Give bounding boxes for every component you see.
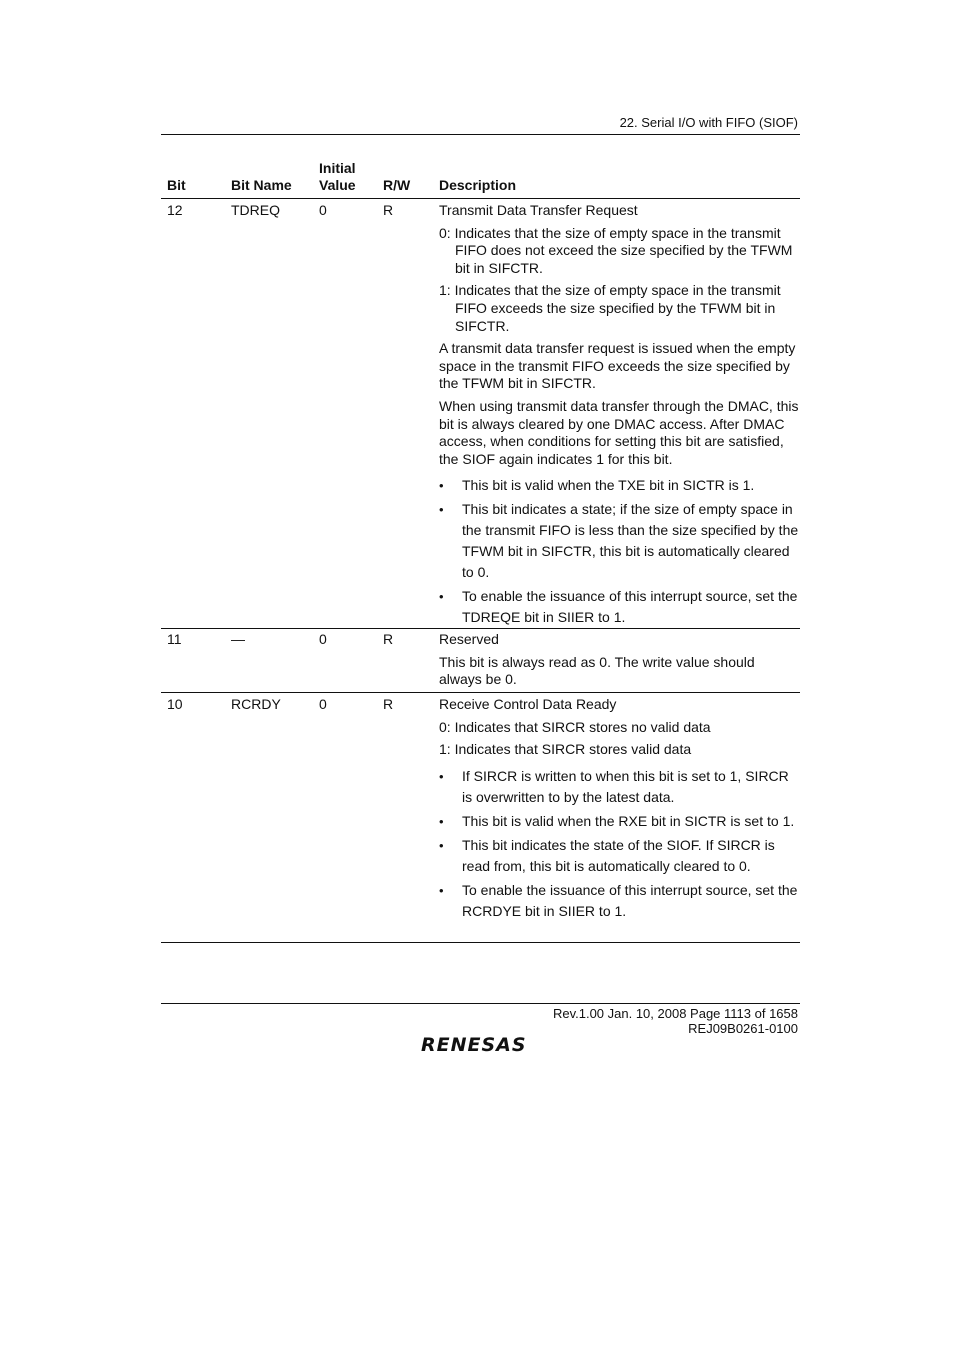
description-notes bbox=[439, 766, 799, 922]
footer-divider bbox=[161, 1003, 800, 1004]
table-bottom-rule bbox=[161, 942, 800, 943]
description-title: Reserved bbox=[439, 631, 499, 647]
row-bit-name: — bbox=[231, 631, 245, 647]
list-item: • To enable the issuance of this interrupt source, set the RCRDYE bit in SIIER to 1. bbox=[439, 880, 799, 922]
description-option-0: 0: Indicates that SIRCR stores no valid data bbox=[439, 718, 711, 735]
row-bit: 12 bbox=[167, 202, 183, 218]
row-rw: R bbox=[383, 696, 394, 712]
row-divider bbox=[161, 628, 800, 629]
description-notes bbox=[439, 475, 799, 628]
renesas-logo: RENESAS bbox=[421, 1034, 527, 1056]
description-option-0: 0: Indicates that the size of empty space in the transmit FIFO does not exceed the size specified by the TFWM bit in SIFCTR. bbox=[439, 224, 793, 276]
row-bit-name: TDREQ bbox=[231, 202, 280, 218]
footer-revision: Rev.1.00 Jan. 10, 2008 Page 1113 of 1658 bbox=[552, 1006, 798, 1021]
description-paragraph: A transmit data transfer request is issued when the empty space in the transmit FIFO exceeds the size specified by the TFWM bit in SIFCTR. bbox=[439, 340, 796, 392]
table-header-divider bbox=[161, 198, 800, 199]
row-bit: 10 bbox=[167, 696, 183, 712]
list-item: • This bit indicates a state; if the size of empty space in the transmit FIFO is less than the size specified by the TFWM bit in SIFCTR, this bit is automatically cleared to 0. bbox=[439, 499, 799, 583]
list-item: • If SIRCR is written to when this bit is set to 1, SIRCR is overwritten to by the latest data. bbox=[439, 766, 799, 808]
header-divider bbox=[161, 134, 800, 135]
row-initial-value: 0 bbox=[319, 696, 327, 712]
description-paragraph: When using transmit data transfer through the DMAC, this bit is always cleared by one DMAC access. After DMAC access, when conditions for setting this bit are satisfied, the SIOF again indicates 1 for this bit. bbox=[439, 397, 799, 467]
list-item: • To enable the issuance of this interrupt source, set the TDREQE bit in SIIER to 1. bbox=[439, 586, 799, 628]
row-description bbox=[439, 631, 799, 694]
list-item: • This bit is valid when the RXE bit in SICTR is set to 1. bbox=[439, 811, 799, 832]
row-description bbox=[439, 696, 799, 925]
col-header-bit-name: Bit Name bbox=[231, 177, 292, 193]
row-initial-value: 0 bbox=[319, 202, 327, 218]
description-title: Receive Control Data Ready bbox=[439, 696, 617, 712]
row-bit-name: RCRDY bbox=[231, 696, 281, 712]
description-option-1: 1: Indicates that the size of empty space in the transmit FIFO exceeds the size specified by the TFWM bit in SIFCTR. bbox=[439, 282, 781, 334]
col-header-bit: Bit bbox=[167, 177, 186, 193]
section-title: 22. Serial I/O with FIFO (SIOF) bbox=[619, 115, 798, 130]
footer-document-number: REJ09B0261-0100 bbox=[688, 1021, 798, 1036]
col-header-rw: R/W bbox=[383, 177, 411, 193]
col-header-initial-line1: Initial bbox=[319, 160, 356, 176]
col-header-initial-line2: Value bbox=[319, 177, 356, 193]
row-initial-value: 0 bbox=[319, 631, 327, 647]
row-description bbox=[439, 202, 799, 631]
col-header-initial-value bbox=[319, 160, 356, 194]
description-title: Transmit Data Transfer Request bbox=[439, 202, 638, 218]
col-header-description: Description bbox=[439, 177, 517, 193]
list-item: • This bit indicates the state of the SIOF. If SIRCR is read from, this bit is automatically cleared to 0. bbox=[439, 835, 799, 877]
description-option-1: 1: Indicates that SIRCR stores valid data bbox=[439, 741, 692, 758]
row-divider bbox=[161, 692, 800, 693]
list-item: • This bit is valid when the TXE bit in SICTR is 1. bbox=[439, 475, 799, 496]
row-rw: R bbox=[383, 631, 394, 647]
row-rw: R bbox=[383, 202, 394, 218]
description-paragraph: This bit is always read as 0. The write value should always be 0. bbox=[439, 653, 755, 688]
row-bit: 11 bbox=[167, 631, 182, 647]
